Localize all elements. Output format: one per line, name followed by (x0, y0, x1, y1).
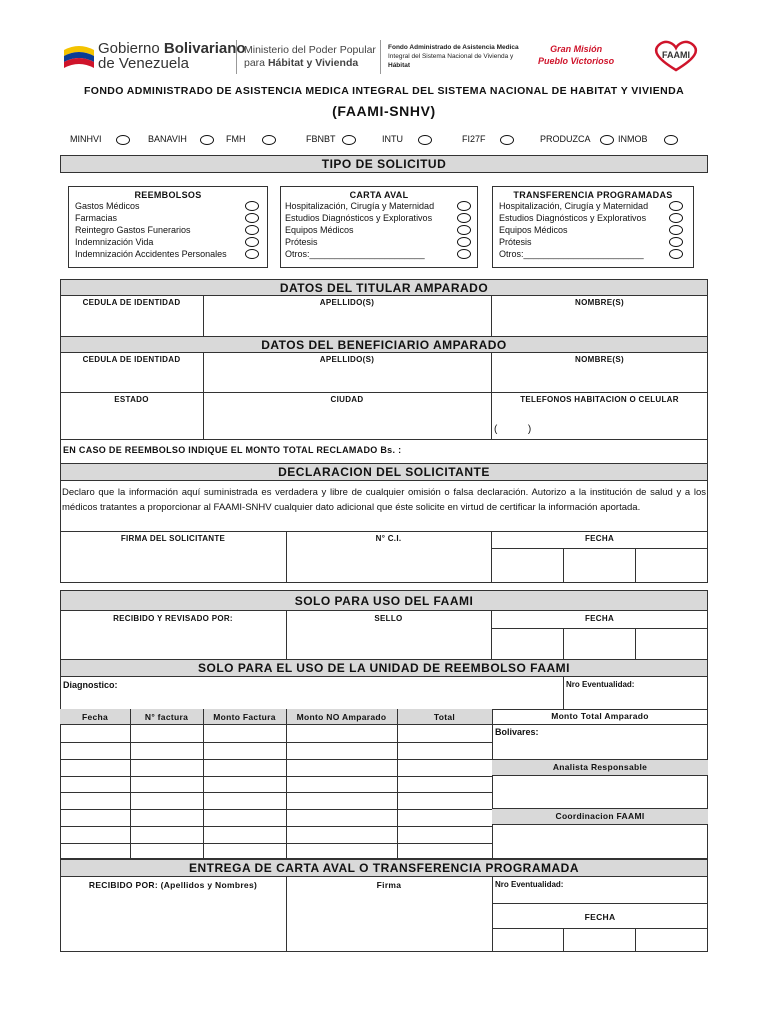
uso-faami-header: SOLO PARA USO DEL FAAMI (60, 590, 708, 611)
bolivares-label: Bolivares: (495, 727, 539, 737)
entrega-firma-field[interactable] (287, 892, 491, 951)
transferencia-item: Prótesis (499, 237, 532, 247)
table-row[interactable] (61, 777, 492, 792)
entity-label: FMH (226, 134, 246, 144)
header (60, 38, 710, 78)
ci-label: N° C.I. (375, 534, 402, 543)
transferencia-item: Otros:________________________ (499, 249, 644, 259)
monto-reembolso-field[interactable] (400, 442, 706, 460)
fecha-declaracion-label: FECHA (584, 534, 615, 543)
col-monto-factura: Monto Factura (213, 712, 276, 722)
reembolsos-box (68, 186, 268, 268)
ci-field[interactable] (287, 547, 490, 582)
declaracion-text: Declaro que la información aquí suministrada es verdadera y libre de cualquier omisión o falsa declaración. Autorizo a la institución de salud y a los médicos tratantes a proporcionar al FAAMI-SNHV cualquier dato adicional que éste solicite en virtud de certificar la información aportada. (62, 487, 706, 513)
nro-eventualidad-label: Nro Eventualidad: (566, 680, 635, 689)
carta-aval-radio[interactable] (457, 225, 471, 235)
analista-field[interactable] (493, 777, 707, 807)
transferencia-item: Estudios Diagnósticos y Explorativos (499, 213, 647, 223)
unidad-reembolso-header: SOLO PARA EL USO DE LA UNIDAD DE REEMBOLSO FAAMI (60, 659, 708, 677)
fecha-mes-field[interactable] (564, 549, 634, 582)
entity-label: FI27F (462, 134, 486, 144)
entrega-fecha-label: FECHA (584, 912, 616, 922)
beneficiario-cedula-field[interactable] (61, 367, 202, 391)
sello-field[interactable] (287, 626, 490, 660)
carta-aval-item: Equipos Médicos (285, 225, 354, 235)
beneficiario-telefonos-field[interactable]: ( ) (494, 424, 532, 435)
entity-label: PRODUZCA (540, 134, 591, 144)
recibido-revisado-field[interactable] (61, 626, 285, 660)
col-fecha: Fecha (81, 712, 109, 722)
titular-nombres-label: NOMBRE(S) (575, 298, 624, 307)
transferencia-title: TRANSFERENCIA PROGRAMADAS (513, 190, 673, 200)
fecha-anio-field[interactable] (636, 549, 707, 582)
beneficiario-header: DATOS DEL BENEFICIARIO AMPARADO (60, 336, 708, 353)
entrega-nro-eventualidad-label: Nro Eventualidad: (495, 880, 564, 889)
carta-aval-radio[interactable] (457, 201, 471, 211)
sello-label: SELLO (374, 614, 403, 623)
monto-reembolso-label: EN CASO DE REEMBOLSO INDIQUE EL MONTO TOTAL RECLAMADO Bs. : (63, 445, 402, 455)
carta-aval-radio[interactable] (457, 213, 471, 223)
entity-radio[interactable] (116, 135, 130, 145)
titular-header: DATOS DEL TITULAR AMPARADO (60, 279, 708, 296)
titular-apellidos-label: APELLIDO(S) (319, 298, 375, 307)
carta-aval-box (280, 186, 478, 268)
reembolso-item: Farmacias (75, 213, 118, 223)
fecha-faami-label: FECHA (584, 614, 615, 623)
coordinacion-field[interactable] (493, 826, 707, 858)
titular-nombres-field[interactable] (492, 310, 707, 336)
carta-aval-title: CARTA AVAL (349, 190, 409, 200)
entrega-recibido-field[interactable] (61, 892, 285, 951)
diagnostico-label: Diagnostico: (63, 680, 118, 690)
transferencia-radio[interactable] (669, 213, 683, 223)
carta-aval-item: Prótesis (285, 237, 318, 247)
entity-radio[interactable] (200, 135, 214, 145)
col-monto-no-amparado: Monto NO Amparado (296, 712, 387, 722)
entrega-firma-label: Firma (376, 880, 402, 890)
carta-aval-radio[interactable] (457, 249, 471, 259)
reembolso-radio[interactable] (245, 237, 259, 247)
entity-radio[interactable] (418, 135, 432, 145)
beneficiario-ciudad-field[interactable] (204, 408, 490, 438)
table-row[interactable] (61, 793, 492, 809)
transferencia-radio[interactable] (669, 225, 683, 235)
reembolso-radio[interactable] (245, 249, 259, 259)
table-row[interactable] (61, 810, 492, 826)
reembolso-radio[interactable] (245, 213, 259, 223)
transferencia-item: Equipos Médicos (499, 225, 568, 235)
firma-solicitante-label: FIRMA DEL SOLICITANTE (120, 534, 226, 543)
entrega-fecha-mes-field[interactable] (564, 929, 634, 951)
entity-label: BANAVIH (148, 134, 187, 144)
monto-total-amparado-label: Monto Total Amparado (551, 711, 649, 721)
reembolso-radio[interactable] (245, 201, 259, 211)
declaracion-header: DECLARACION DEL SOLICITANTE (60, 463, 708, 481)
entity-radio[interactable] (262, 135, 276, 145)
entrega-recibido-label: RECIBIDO POR: (Apellidos y Nombres) (88, 880, 258, 890)
table-row[interactable] (61, 726, 492, 742)
entrega-fecha-anio-field[interactable] (636, 929, 707, 951)
col-nro-factura: N° factura (144, 712, 189, 722)
firma-solicitante-field[interactable] (61, 547, 285, 582)
reembolso-radio[interactable] (245, 225, 259, 235)
beneficiario-nombres-label: NOMBRE(S) (575, 355, 624, 364)
transferencia-box (492, 186, 694, 268)
table-row[interactable] (61, 760, 492, 776)
fecha-dia-field[interactable] (492, 549, 562, 582)
transferencia-item: Hospitalización, Cirugía y Maternidad (499, 201, 649, 211)
tipo-solicitud-header: TIPO DE SOLICITUD (60, 155, 708, 173)
slogan-logo: Gran Misión Pueblo Victorioso (538, 44, 615, 66)
col-total: Total (433, 712, 456, 722)
form-title: FONDO ADMINISTRADO DE ASISTENCIA MEDICA INTEGRAL DEL SISTEMA NACIONAL DE HABITAT Y VIVIENDA (83, 85, 685, 97)
entity-radio[interactable] (664, 135, 678, 145)
venezuela-flag-icon (62, 40, 96, 74)
beneficiario-apellidos-field[interactable] (204, 367, 490, 391)
carta-aval-item: Hospitalización, Cirugía y Maternidad (285, 201, 435, 211)
beneficiario-estado-label: ESTADO (114, 395, 149, 404)
faami-logo (650, 40, 702, 72)
carta-aval-item: Otros:_______________________ (285, 249, 425, 259)
entity-radio[interactable] (342, 135, 356, 145)
faami-logo-text: FAAMI (662, 50, 690, 60)
bolivares-field[interactable] (545, 726, 705, 756)
entity-radio[interactable] (500, 135, 514, 145)
ministry-name: Ministerio del Poder Popular para Hábitat y Vivienda (244, 44, 376, 69)
coordinacion-faami-label: Coordinacion FAAMI (555, 811, 645, 821)
transferencia-radio[interactable] (669, 237, 683, 247)
table-row[interactable] (61, 844, 492, 859)
beneficiario-estado-field[interactable] (61, 408, 202, 438)
analista-responsable-label: Analista Responsable (552, 762, 648, 772)
carta-aval-radio[interactable] (457, 237, 471, 247)
beneficiario-cedula-label: CEDULA DE IDENTIDAD (82, 355, 181, 364)
reembolsos-title: REEMBOLSOS (134, 190, 202, 200)
transferencia-radio[interactable] (669, 201, 683, 211)
entity-label: INMOB (618, 134, 648, 144)
entities-row (0, 133, 768, 149)
reembolso-item: Indemnización Accidentes Personales (75, 249, 227, 259)
entity-label: FBNBT (306, 134, 336, 144)
entity-label: MINHVI (70, 134, 102, 144)
beneficiario-apellidos-label: APELLIDO(S) (319, 355, 375, 364)
carta-aval-item: Estudios Diagnósticos y Explorativos (285, 213, 433, 223)
reembolso-item: Gastos Médicos (75, 201, 140, 211)
beneficiario-ciudad-label: CIUDAD (330, 395, 364, 404)
gov-name: Gobierno Bolivariano de Venezuela (98, 40, 246, 72)
titular-cedula-label: CEDULA DE IDENTIDAD (82, 298, 181, 307)
beneficiario-nombres-field[interactable] (492, 367, 707, 391)
entrega-header: ENTREGA DE CARTA AVAL O TRANSFERENCIA PROGRAMADA (60, 859, 708, 877)
reembolso-item: Reintegro Gastos Funerarios (75, 225, 191, 235)
beneficiario-telefonos-label: TELEFONOS HABITACION O CELULAR (520, 395, 679, 404)
table-row[interactable] (61, 827, 492, 843)
recibido-revisado-label: RECIBIDO Y REVISADO POR: (113, 614, 233, 623)
fondo-name: Fondo Administrado de Asistencia Medica Integral del Sistema Nacional de Vivienda y Hábitat (388, 44, 519, 69)
form-subtitle: (FAAMI-SNHV) (332, 103, 436, 119)
entrega-fecha-dia-field[interactable] (493, 929, 562, 951)
reembolso-item: Indemnización Vida (75, 237, 154, 247)
table-row[interactable] (61, 743, 492, 759)
titular-cedula-field[interactable] (61, 310, 202, 336)
transferencia-radio[interactable] (669, 249, 683, 259)
titular-apellidos-field[interactable] (204, 310, 490, 336)
entity-label: INTU (382, 134, 403, 144)
entity-radio[interactable] (600, 135, 614, 145)
